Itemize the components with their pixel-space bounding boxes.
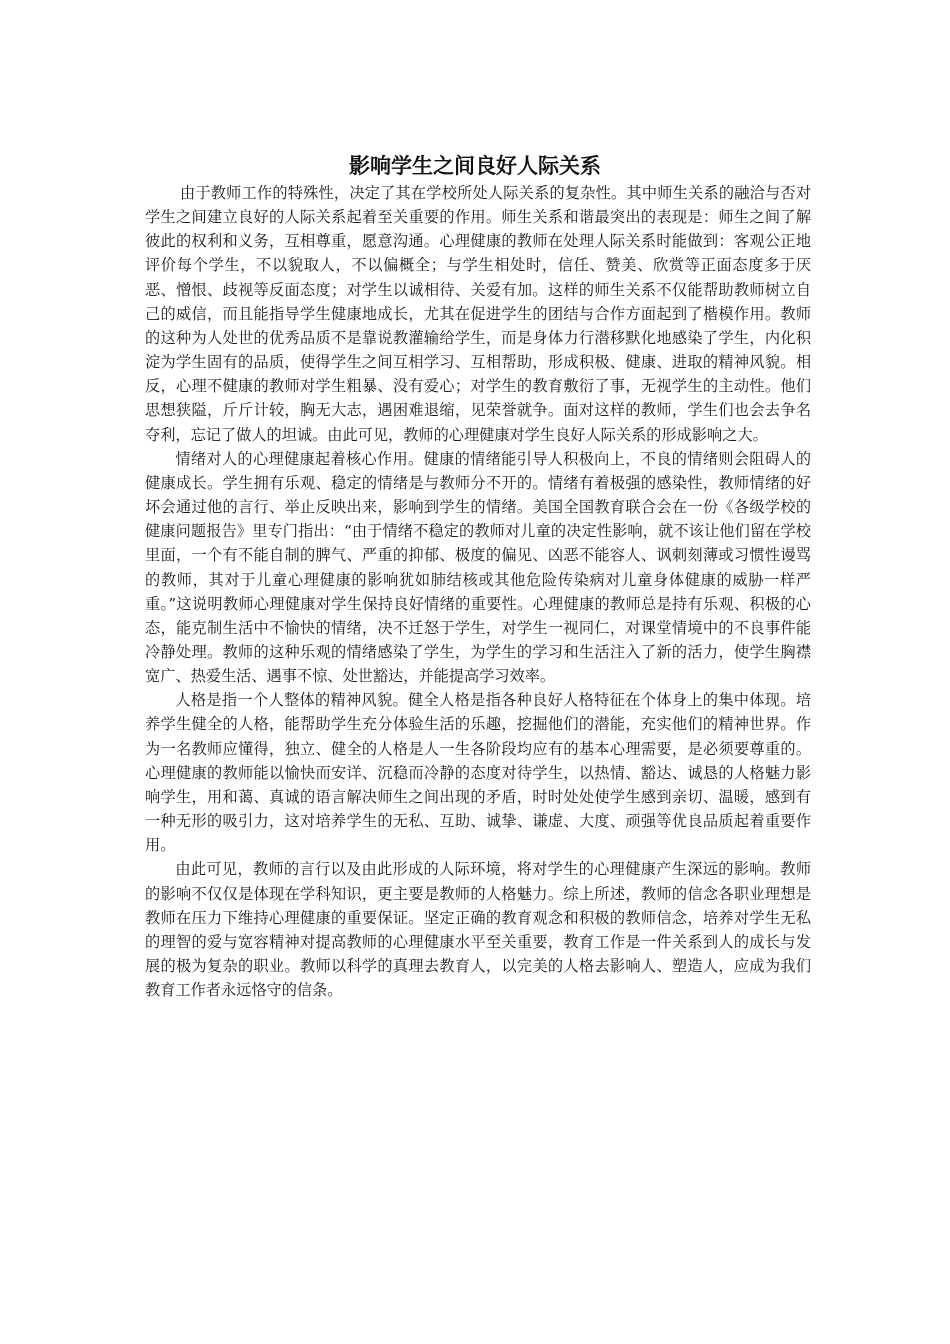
- paragraph-emotions: 情绪对人的心理健康起着核心作用。健康的情绪能引导人积极向上，不良的情绪则会阻碍人的健康成长。学生拥有乐观、稳定的情绪是与教师分不开的。情绪有着极强的感染性，教师情绪的好坏会通过他的言行、举止反映出来，影响到学生的情绪。美国全国教育联合会在一份《各级学校的健康问题报告》里专门指出：“由于情绪不稳定的教师对儿童的决定性影响，就不该让他们留在学校里面，一个有不能自制的脾气、严重的抑郁、极度的偏见、凶恶不能容人、讽刺刻薄或习惯性谩骂的教师，其对于儿童心理健康的影响犹如肺结核或其他危险传染病对儿童身体健康的威胁一样严重。”这说明教师心理健康对学生保持良好情绪的重要性。心理健康的教师总是持有乐观、积极的心态，能克制生活中不愉快的情绪，决不迁怒于学生，对学生一视同仁，对课堂情境中的不良事件能冷静处理。教师的这种乐观的情绪感染了学生，为学生的学习和生活注入了新的活力，使学生胸襟宽广、热爱生活、遇事不惊、处世豁达，并能提高学习效率。: [145, 449, 811, 686]
- paragraph-personality: 人格是指一个人整体的精神风貌。健全人格是指各种良好人格特征在个体身上的集中体现。培养学生健全的人格，能帮助学生充分体验生活的乐趣，挖掘他们的潜能，充实他们的精神世界。作为一名教师应懂得，独立、健全的人格是人一生各阶段均应有的基本心理需要，是必须要尊重的。心理健康的教师能以愉快而安详、沉稳而冷静的态度对待学生，以热情、豁达、诚恳的人格魅力影响学生，用和蔼、真诚的语言解决师生之间出现的矛盾，时时处处使学生感到亲切、温暖，感到有一种无形的吸引力，这对培养学生的无私、互助、诚挚、谦虚、大度、顽强等优良品质起着重要作用。: [145, 691, 811, 855]
- document-title: 影响学生之间良好人际关系: [349, 153, 601, 178]
- paragraph-conclusion: 由此可见，教师的言行以及由此形成的人际环境，将对学生的心理健康产生深远的影响。教师的影响不仅仅是体现在学科知识，更主要是教师的人格魅力。综上所述，教师的信念各职业理想是教师在压力下维持心理健康的重要保证。坚定正确的教育观念和积极的教师信念，培养对学生无私的理智的爱与宽容精神对提高教师的心理健康水平至关重要，教育工作是一件关系到人的成长与发展的极为复杂的职业。教师以科学的真理去教育人，以完美的人格去影响人、塑造人，应成为我们教育工作者永远恪守的信条。: [145, 860, 811, 1000]
- paragraph-teacher-student-relations: 由于教师工作的特殊性，决定了其在学校所处人际关系的复杂性。其中师生关系的融洽与否对学生之间建立良好的人际关系起着至关重要的作用。师生关系和谐最突出的表现是：师生之间了解彼此的权利和义务，互相尊重，愿意沟通。心理健康的教师在处理人际关系时能做到：客观公正地评价每个学生，不以貌取人，不以偏概全；与学生相处时，信任、赞美、欣赏等正面态度多于厌恶、憎恨、歧视等反面态度；对学生以诚相待、关爱有加。这样的师生关系不仅能帮助教师树立自己的威信，而且能指导学生健康地成长，尤其在促进学生的团结与合作方面起到了楷模作用。教师的这种为人处世的优秀品质不是靠说教灌输给学生，而是身体力行潜移默化地感染了学生，内化积淀为学生固有的品质，使得学生之间互相学习、互相帮助，形成积极、健康、进取的精神风貌。相反，心理不健康的教师对学生粗暴、没有爱心；对学生的教育敷衍了事，无视学生的主动性。他们思想狭隘，斤斤计较，胸无大志，遇困难退缩，见荣誉就争。面对这样的教师，学生们也会去争名夺利，忘记了做人的坦诚。由此可见，教师的心理健康对学生良好人际关系的形成影响之大。: [145, 184, 811, 444]
- document-body: [145, 181, 811, 1002]
